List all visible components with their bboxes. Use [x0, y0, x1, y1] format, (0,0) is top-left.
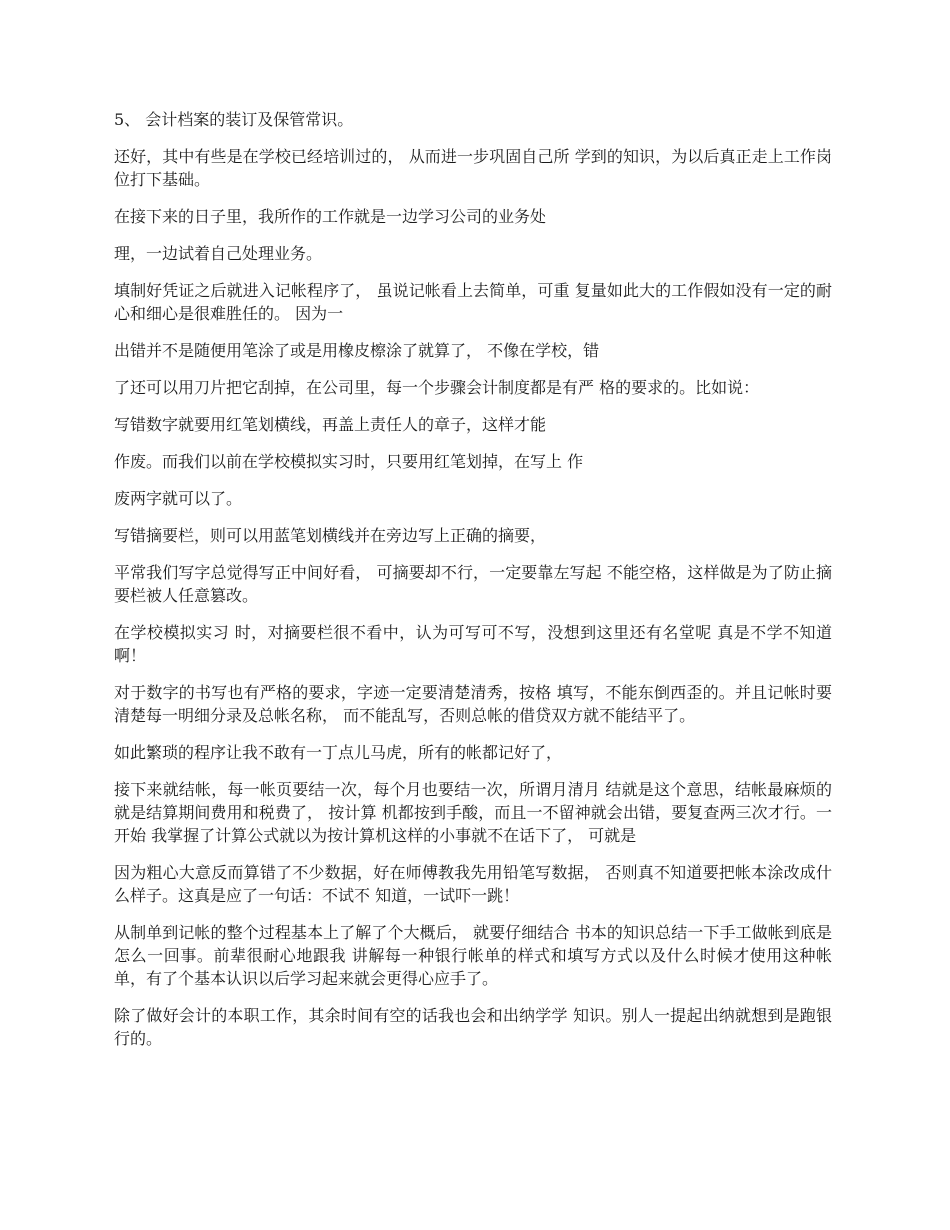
- paragraph: 对于数字的书写也有严格的要求，字迹一定要清楚清秀，按格 填写，不能东倒西歪的。并且记帐时要清楚每一明细分录及总帐名称， 而不能乱写，否则总帐的借贷双方就不能结平了。: [114, 683, 832, 725]
- paragraph: 写错摘要栏，则可以用蓝笔划横线并在旁边写上正确的摘要，: [114, 526, 547, 545]
- paragraph: 除了做好会计的本职工作，其余时间有空的话我也会和出纳学学 知识。别人一提起出纳就想到是跑银行的。: [114, 1006, 832, 1048]
- paragraph: 填制好凭证之后就进入记帐程序了， 虽说记帐看上去简单，可重 复量如此大的工作假如没有一定的耐心和细心是很难胜任的。 因为一: [114, 281, 832, 323]
- paragraph: 接下来就结帐，每一帐页要结一次，每个月也要结一次，所谓月清月 结就是这个意思，结帐最麻烦的就是结算期间费用和税费了， 按计算 机都按到手酸，而且一不留神就会出错，要复查两三次才行。一开始 我掌握了计算公式就以为按计算机这样的小事就不在话下了， 可就是: [114, 780, 832, 845]
- document-body: [114, 108, 832, 1064]
- paragraph: 在接下来的日子里，我所作的工作就是一边学习公司的业务处: [114, 207, 547, 226]
- paragraph: 废两字就可以了。: [114, 489, 243, 508]
- paragraph: 从制单到记帐的整个过程基本上了解了个大概后， 就要仔细结合 书本的知识总结一下手工做帐到底是怎么一回事。前辈很耐心地跟我 讲解每一种银行帐单的样式和填写方式以及什么时候才使用这种帐 单，有了个基本认识以后学习起来就会更得心应手了。: [114, 923, 832, 988]
- paragraph: 了还可以用刀片把它刮掉，在公司里，每一个步骤会计制度都是有严 格的要求的。比如说：: [114, 378, 760, 397]
- paragraph: 如此繁琐的程序让我不敢有一丁点儿马虎，所有的帐都记好了，: [114, 743, 563, 762]
- paragraph: 平常我们写字总觉得写正中间好看， 可摘要却不行，一定要靠左写起 不能空格，这样做是为了防止摘要栏被人任意篡改。: [114, 563, 832, 605]
- paragraph: 作废。而我们以前在学校模拟实习时，只要用红笔划掉，在写上 作: [114, 452, 584, 471]
- paragraph: 5、 会计档案的装订及保管常识。: [114, 110, 354, 129]
- paragraph: 还好，其中有些是在学校已经培训过的， 从而进一步巩固自己所 学到的知识，为以后真正走上工作岗位打下基础。: [114, 147, 832, 189]
- paragraph: 写错数字就要用红笔划横线，再盖上责任人的章子，这样才能: [114, 415, 547, 434]
- paragraph: 出错并不是随便用笔涂了或是用橡皮檫涂了就算了， 不像在学校，错: [114, 341, 600, 360]
- paragraph: 在学校模拟实习 时，对摘要栏很不看中，认为可写可不写，没想到这里还有名堂呢 真是不学不知道啊！: [114, 623, 832, 665]
- paragraph: 因为粗心大意反而算错了不少数据，好在师傅教我先用铅笔写数据， 否则真不知道要把帐本涂改成什么样子。这真是应了一句话：不试不 知道，一试吓一跳！: [114, 863, 832, 905]
- paragraph: 理，一边试着自己处理业务。: [114, 244, 323, 263]
